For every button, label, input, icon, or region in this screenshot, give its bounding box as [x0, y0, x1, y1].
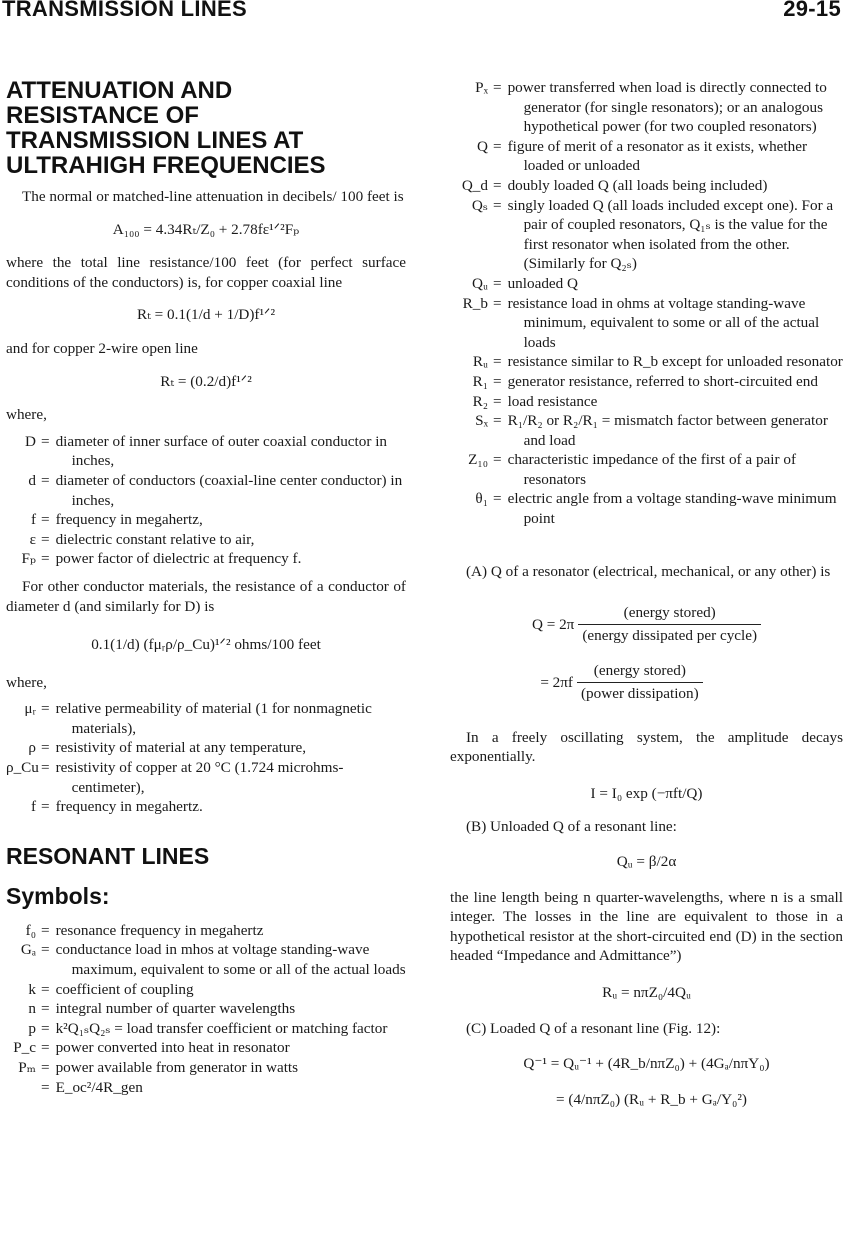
paragraph: In a freely oscillating system, the amplitude decays exponentially. [450, 728, 843, 766]
symbol-entry: Sₓ = R₁/R₂ or R₂/R₁ = mismatch factor between generator and load [475, 412, 828, 449]
equation-resistance-unloaded: Rᵤ = nπZ₀/4Qᵤ [602, 983, 691, 1001]
equation-open-line-resistance: Rₜ = (0.2/d)f¹ᐟ² [160, 372, 252, 390]
paragraph: where the total line resistance/100 feet (for perfect surface conditions of the conductors) is, for copper coaxial line [6, 254, 406, 291]
symbol-entry: p = k²Q₁ₛQ₂ₛ = load transfer coefficient or matching factor [28, 1019, 388, 1037]
symbol-entry: = E_oc²/4R_gen [41, 1078, 143, 1096]
symbol-entry: Gₐ = conductance load in mhos at voltage standing-wave maximum, equivalent to some or all of the actual loads [20, 941, 406, 979]
symbol-entry: f₀ = resonance frequency in megahertz [25, 921, 264, 939]
subsection-heading-symbols: Symbols: [6, 882, 110, 909]
section-b-text: (B) Unloaded Q of a resonant line: [466, 818, 677, 836]
symbol-entry: f = frequency in megahertz, [30, 511, 203, 529]
symbol-entry: Pₘ = power available from generator in watts [18, 1059, 299, 1076]
symbol-entry: ρ_Cu = resistivity of copper at 20 °C (1.724 microhms-centimeter), [6, 759, 344, 796]
section-heading-resonant-lines: RESONANT LINES [6, 842, 210, 869]
equation-unloaded-q: Qᵤ = β/2α [616, 853, 677, 870]
symbol-entry: Fₚ = power factor of dielectric at frequency f. [21, 550, 302, 568]
symbol-entry: μᵣ = relative permeability of material (1 for nonmagnetic materials), [24, 700, 372, 737]
equation-decay: I = I₀ exp (−πft/Q) [590, 784, 703, 802]
section-c-text: (C) Loaded Q of a resonant line (Fig. 12): [466, 1019, 721, 1037]
symbol-list-resonant-continued [450, 78, 843, 529]
where-label: where, [6, 406, 47, 424]
symbol-entry: n = integral number of quarter wavelengths [28, 1000, 296, 1018]
paragraph: The normal or matched-line attenuation in decibels/ 100 feet is [22, 188, 404, 205]
right-column [450, 78, 843, 1109]
heading-line: ULTRAHIGH FREQUENCIES [6, 152, 326, 179]
running-header-title: TRANSMISSION LINES [2, 0, 247, 21]
symbol-entry: Rᵤ = resistance similar to R_b except for unloaded resonator [472, 353, 843, 371]
symbol-entry: Pₓ = power transferred when load is directly connected to generator (for single resonators); or an analogous hypothetical power (for two coupled resonators) [475, 79, 827, 136]
symbol-entry: Qᵤ = unloaded Q [472, 274, 579, 292]
symbol-list-resonant [6, 921, 406, 1097]
symbol-entry: k = coefficient of coupling [28, 980, 194, 998]
symbol-entry: Q_d = doubly loaded Q (all loads being included) [461, 176, 768, 194]
symbol-entry: ρ = resistivity of material at any temperature, [28, 739, 307, 757]
symbol-list-attenuation [6, 432, 406, 569]
heading-line: TRANSMISSION LINES AT [6, 127, 304, 154]
equation-attenuation: A₁₀₀ = 4.34Rₜ/Z₀ + 2.78fε¹ᐟ²Fₚ [112, 220, 300, 238]
page-number: 29-15 [783, 0, 841, 21]
paragraph: the line length being n quarter-wavelengths, where n is a small integer. The losses in the line are equivalent to those in a hypothetical resistor at the short-circuited end (D) in the section headed “Impedance and Admittance”) [450, 888, 843, 965]
symbol-entry: Z₁₀ = characteristic impedance of the first of a pair of resonators [468, 451, 796, 488]
paragraph: and for copper 2-wire open line [6, 339, 198, 357]
section-heading-attenuation [6, 78, 406, 178]
symbol-entry: R_b = resistance load in ohms at voltage standing-wave minimum, equivalent to some or all of the actual loads [462, 294, 820, 351]
symbol-list-materials [6, 699, 406, 817]
equation-q-definition: Q = 2π $\frac{\text{(energy stored)}}{\text{(energy dissipated per cycle)}}$ [450, 603, 843, 645]
section-a-text: (A) Q of a resonator (electrical, mechanical, or any other) is [466, 562, 831, 580]
symbol-entry: f = frequency in megahertz. [30, 798, 203, 816]
where-label: where, [6, 673, 47, 691]
equation-coaxial-resistance: Rₜ = 0.1(1/d + 1/D)f¹ᐟ² [136, 306, 276, 324]
equation-loaded-q-expanded: = (4/nπZ₀) (Rᵤ + R_b + Gₐ/Y₀²) [556, 1090, 747, 1108]
equation-q-power: = 2πf $\frac{\text{(energy stored)}}{\text{(power dissipation)}}$ [450, 661, 843, 703]
symbol-entry: d = diameter of conductors (coaxial-line center conductor) in inches, [28, 471, 403, 509]
equation-other-materials: 0.1(1/d) (fμᵣρ/ρ_Cu)¹ᐟ² ohms/100 feet [91, 636, 321, 654]
symbol-entry: ε = dielectric constant relative to air, [29, 530, 255, 548]
symbol-entry: P_c = power converted into heat in resonator [13, 1039, 290, 1057]
symbol-entry: D = diameter of inner surface of outer coaxial conductor in inches, [25, 432, 388, 470]
heading-line: ATTENUATION AND [6, 77, 233, 104]
left-column [6, 78, 406, 1097]
heading-line: RESISTANCE OF [6, 102, 199, 129]
paragraph: For other conductor materials, the resistance of a conductor of diameter d (and similarly for D) is [6, 577, 406, 615]
equation-loaded-q: Q⁻¹ = Qᵤ⁻¹ + (4R_b/nπZ₀) + (4Gₐ/nπY₀) [523, 1055, 770, 1073]
symbol-entry: Q = figure of merit of a resonator as it exists, whether loaded or unloaded [477, 137, 808, 175]
symbol-entry: Qₛ = singly loaded Q (all loads included except one). For a pair of coupled resonators, Q₁ₛ is the value for the first resonator when isolated from the other. (Similarly for Q₂ₛ) [471, 196, 834, 273]
symbol-entry: θ₁ = electric angle from a voltage standing-wave minimum point [475, 490, 837, 528]
symbol-entry: R₁ = generator resistance, referred to short-circuited end [472, 372, 818, 390]
symbol-entry: R₂ = load resistance [472, 392, 598, 410]
